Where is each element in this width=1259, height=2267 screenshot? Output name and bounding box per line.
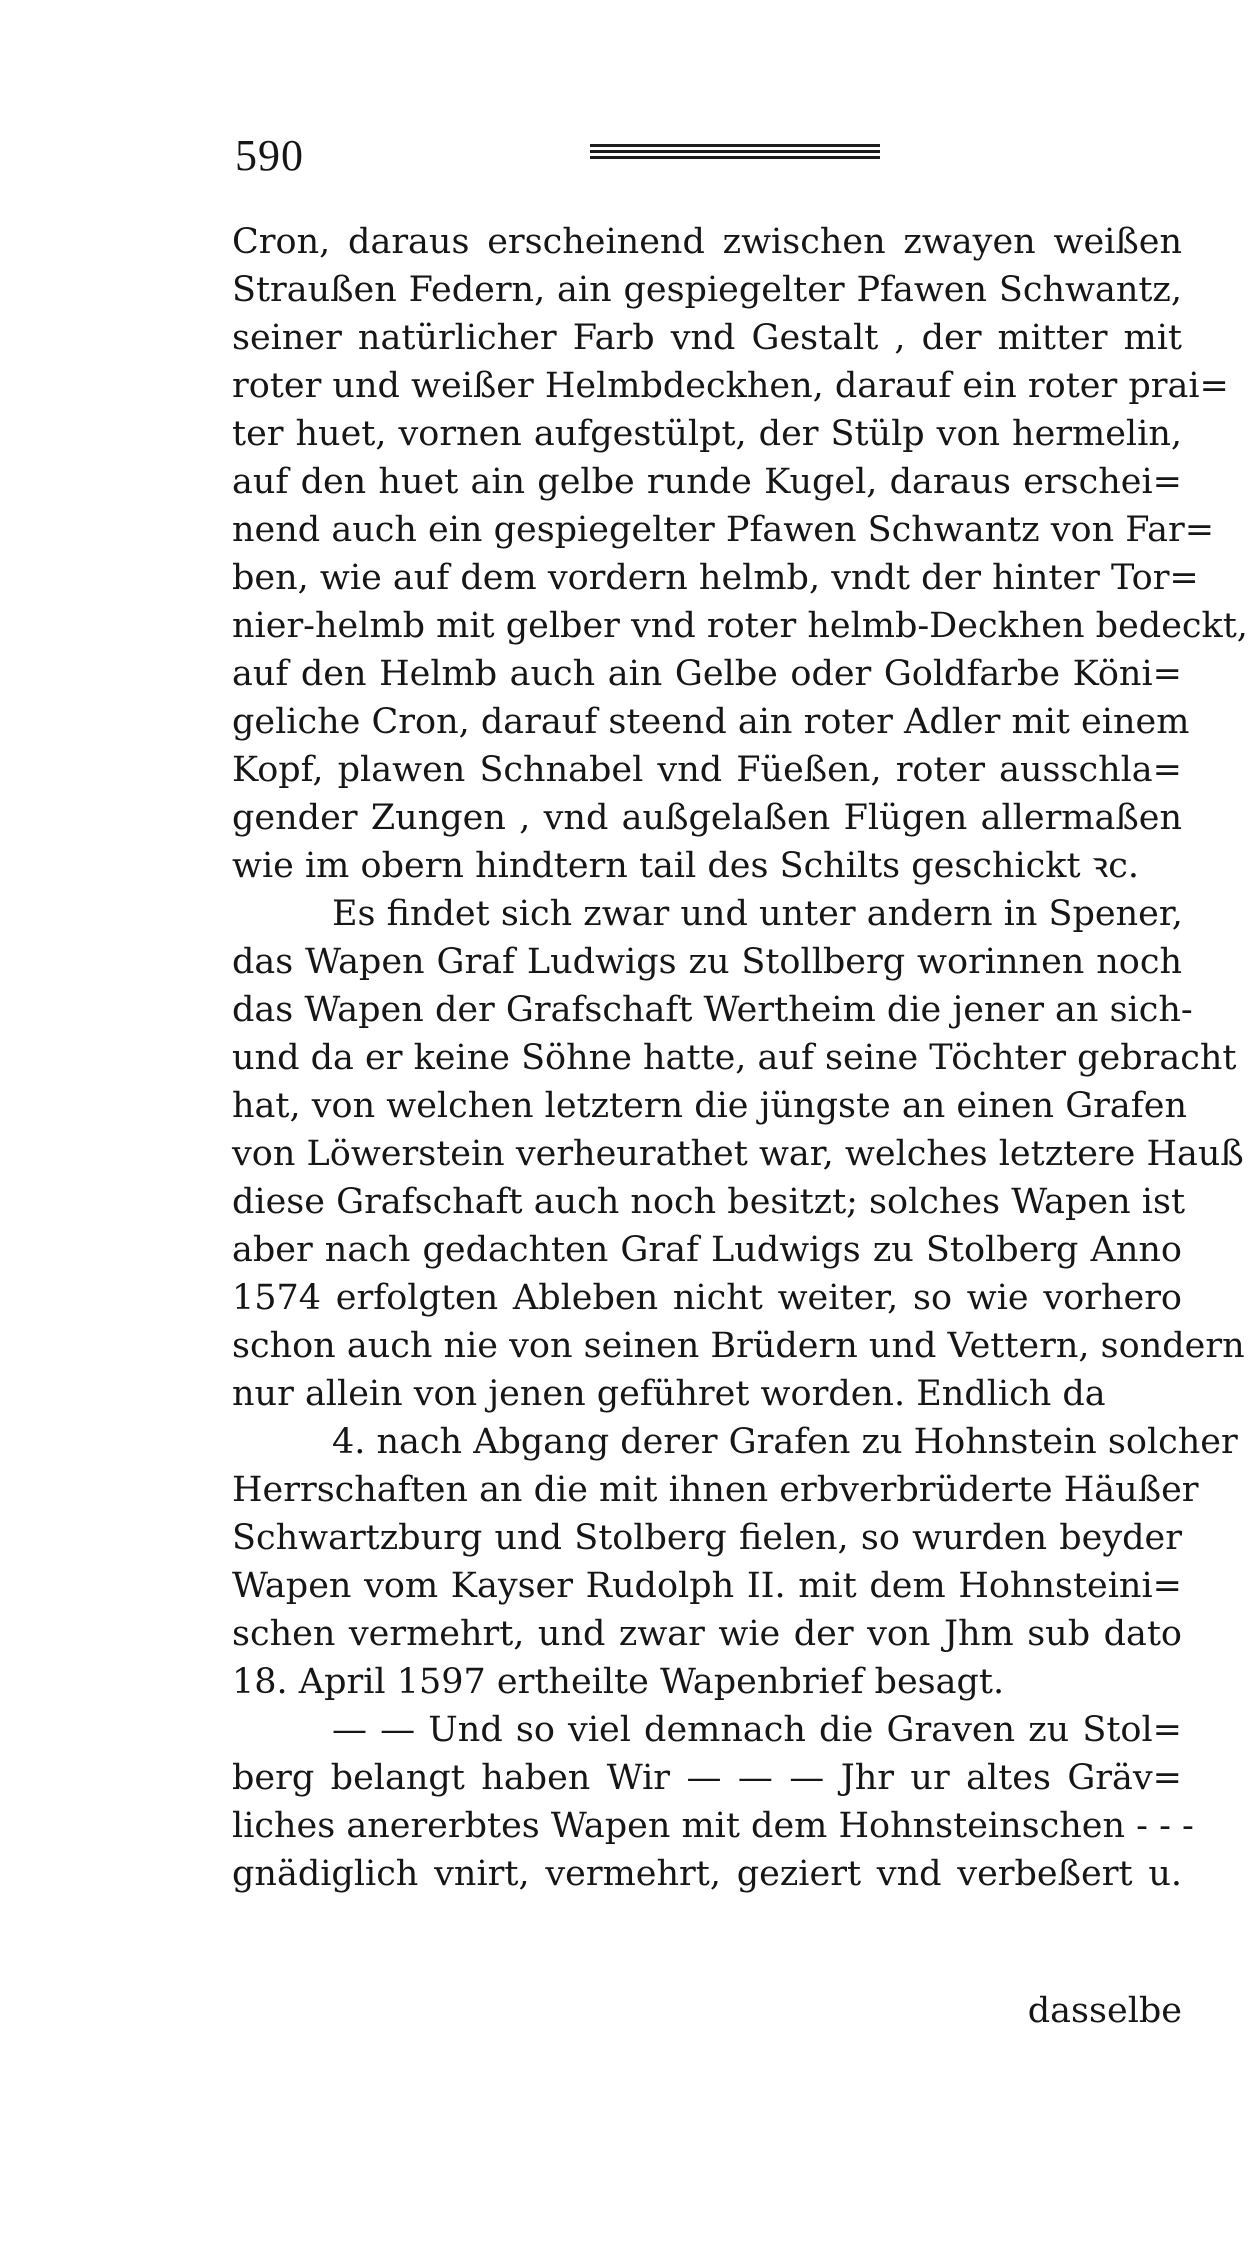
text-line: schen vermehrt, und zwar wie der von Jhm sub dato <box>232 1614 1182 1654</box>
text-line: gnädiglich vnirt, vermehrt, geziert vnd verbeßert u. <box>232 1854 1182 1894</box>
text-line: nur allein von jenen geführet worden. Endlich da <box>232 1374 1106 1414</box>
text-line: das Wapen der Grafschaft Wertheim die jener an sich- <box>232 990 1193 1030</box>
text-line: hat, von welchen letztern die jüngste an einen Grafen <box>232 1086 1187 1126</box>
text-line: 18. April 1597 ertheilte Wapenbrief besagt. <box>232 1662 1005 1702</box>
text-line: seiner natürlicher Farb vnd Gestalt , der mitter mit <box>232 318 1182 358</box>
text-line: aber nach gedachten Graf Ludwigs zu Stolberg Anno <box>232 1230 1182 1270</box>
text-line: Kopf, plawen Schnabel vnd Füeßen, roter ausschla= <box>232 750 1182 790</box>
text-line: liches anererbtes Wapen mit dem Hohnsteinschen - - - <box>232 1806 1194 1846</box>
text-line: Herrschaften an die mit ihnen erbverbrüderte Häußer <box>232 1470 1199 1510</box>
text-line: das Wapen Graf Ludwigs zu Stollberg worinnen noch <box>232 942 1182 982</box>
text-line: 1574 erfolgten Ableben nicht weiter, so wie vorhero <box>232 1278 1182 1318</box>
text-line: Wapen vom Kayser Rudolph II. mit dem Hohnsteini= <box>232 1566 1182 1606</box>
text-line: Straußen Federn, ain gespiegelter Pfawen Schwantz, <box>232 270 1182 310</box>
text-line: diese Grafschaft auch noch besitzt; solches Wapen ist <box>232 1182 1186 1222</box>
text-line: nend auch ein gespiegelter Pfawen Schwantz von Far= <box>232 510 1215 550</box>
text-line: roter und weißer Helmbdeckhen, darauf ein roter prai= <box>232 366 1229 406</box>
text-line: Schwartzburg und Stolberg fielen, so wurden beyder <box>232 1518 1182 1558</box>
text-line: ben, wie auf dem vordern helmb, vndt der hinter Tor= <box>232 558 1199 598</box>
text-line: wie im obern hindtern tail des Schilts geschickt ꝛc. <box>232 846 1139 886</box>
text-line: von Löwerstein verheurathet war, welches letztere Hauß <box>232 1134 1244 1174</box>
text-line: auf den huet ain gelbe runde Kugel, daraus erschei= <box>232 462 1182 502</box>
text-line: schon auch nie von seinen Brüdern und Vettern, sondern <box>232 1326 1245 1366</box>
body-text <box>232 218 1248 1898</box>
text-line: Es findet sich zwar und unter andern in Spener, <box>332 894 1183 934</box>
text-line: ter huet, vornen aufgestülpt, der Stülp von hermelin, <box>232 414 1182 454</box>
page-header <box>235 130 1185 190</box>
text-line: auf den Helmb auch ain Gelbe oder Goldfarbe Köni= <box>232 654 1182 694</box>
text-line: berg belangt haben Wir — — — Jhr ur altes Gräv= <box>232 1758 1182 1798</box>
text-line: Cron, daraus erscheinend zwischen zwayen weißen <box>232 222 1182 262</box>
text-line: gender Zungen , vnd außgelaßen Flügen allermaßen <box>232 798 1182 838</box>
text-line: nier-helmb mit gelber vnd roter helmb-Deckhen bedeckt, <box>232 606 1248 646</box>
text-line: 4. nach Abgang derer Grafen zu Hohnstein solcher <box>332 1422 1238 1462</box>
text-line: geliche Cron, darauf steend ain roter Adler mit einem <box>232 702 1190 742</box>
header-rule <box>590 144 880 160</box>
catchword: dasselbe <box>1027 1991 1182 2031</box>
page-number: 590 <box>235 131 304 180</box>
text-line: — — Und so viel demnach die Graven zu Stol= <box>332 1710 1182 1750</box>
text-line: und da er keine Söhne hatte, auf seine Töchter gebracht <box>232 1038 1237 1078</box>
